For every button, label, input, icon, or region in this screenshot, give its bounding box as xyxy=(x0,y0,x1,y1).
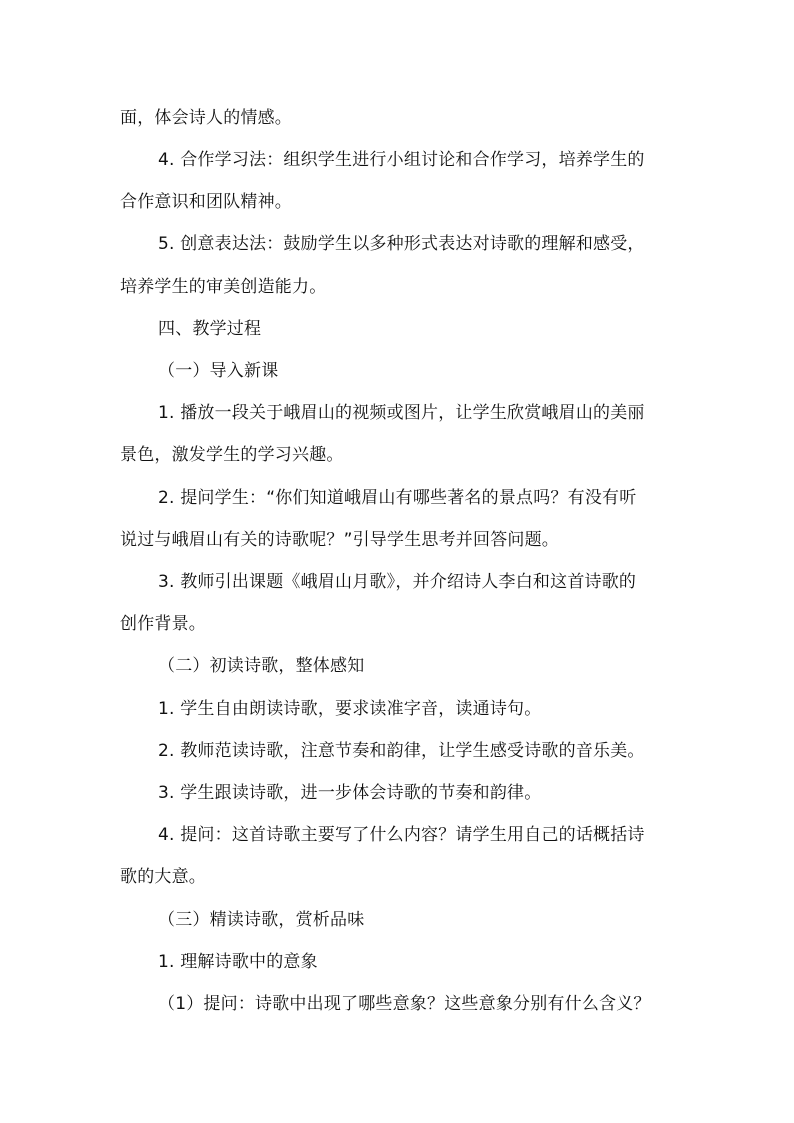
paragraph-line: 景色，激发学生的学习兴趣。 xyxy=(120,445,344,465)
paragraph-line: 3. 教师引出课题《峨眉山月歌》，并介绍诗人李白和这首诗歌的 xyxy=(158,572,637,592)
paragraph-line: 1. 学生自由朗读诗歌，要求读准字音，读通诗句。 xyxy=(158,699,542,719)
paragraph-line: 4. 合作学习法：组织学生进行小组讨论和合作学习，培养学生的 xyxy=(158,150,645,170)
paragraph-line: 5. 创意表达法：鼓励学生以多种形式表达对诗歌的理解和感受， xyxy=(158,234,645,254)
paragraph-line: 4. 提问：这首诗歌主要写了什么内容？请学生用自己的话概括诗 xyxy=(158,825,645,845)
paragraph-line: 2. 教师范读诗歌，注意节奏和韵律，让学生感受诗歌的音乐美。 xyxy=(158,741,645,761)
subsection-heading: （一）导入新课 xyxy=(158,361,279,381)
subsection-heading: （二）初读诗歌，整体感知 xyxy=(158,656,365,676)
section-heading: 四、教学过程 xyxy=(158,319,262,339)
subsection-heading: （三）精读诗歌，赏析品味 xyxy=(158,910,365,930)
paragraph-line: 说过与峨眉山有关的诗歌呢？”引导学生思考并回答问题。 xyxy=(120,530,560,550)
paragraph-line: 2. 提问学生：“你们知道峨眉山有哪些著名的景点吗？有没有听 xyxy=(158,488,637,508)
paragraph-line: 1. 播放一段关于峨眉山的视频或图片，让学生欣赏峨眉山的美丽 xyxy=(158,403,645,423)
paragraph-line: 1. 理解诗歌中的意象 xyxy=(158,952,318,972)
paragraph-line: 创作背景。 xyxy=(120,614,206,634)
paragraph-line: 3. 学生跟读诗歌，进一步体会诗歌的节奏和韵律。 xyxy=(158,783,542,803)
paragraph-line: 歌的大意。 xyxy=(120,867,206,887)
paragraph-line: （1）提问：诗歌中出现了哪些意象？这些意象分别有什么含义？ xyxy=(158,994,651,1014)
paragraph-line: 培养学生的审美创造能力。 xyxy=(120,277,327,297)
paragraph-line: 合作意识和团队精神。 xyxy=(120,192,292,212)
paragraph-line: 面，体会诗人的情感。 xyxy=(120,108,292,128)
